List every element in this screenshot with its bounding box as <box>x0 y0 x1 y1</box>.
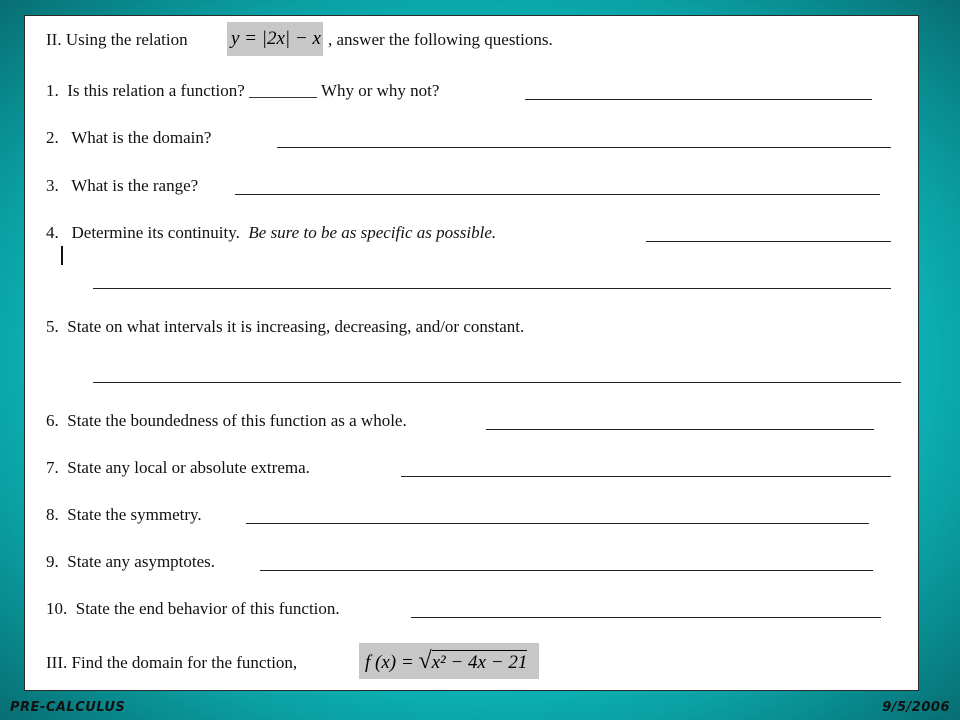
answer-blank-3[interactable] <box>235 194 880 195</box>
question-7: 7. State any local or absolute extrema. <box>46 458 310 477</box>
question-3: 3. What is the range? <box>46 176 199 195</box>
answer-blank-4a[interactable] <box>646 241 891 242</box>
question-4: 4. Determine its continuity. Be sure to be as specific as possible. <box>46 223 497 242</box>
question-2: 2. What is the domain? <box>46 128 212 147</box>
section2-intro-pre: II. Using the relation <box>46 30 188 49</box>
radical-sign: √ <box>418 648 432 674</box>
footer-course: PRE-CALCULUS <box>10 700 126 715</box>
question-5: 5. State on what intervals it is increasing, decreasing, and/or constant. <box>46 317 525 336</box>
answer-blank-5[interactable] <box>93 382 901 383</box>
answer-blank-2[interactable] <box>277 147 891 148</box>
answer-blank-7[interactable] <box>401 476 891 477</box>
question-10: 10. State the end behavior of this function. <box>46 599 340 618</box>
question-9: 9. State any asymptotes. <box>46 552 216 571</box>
answer-blank-8[interactable] <box>246 523 869 524</box>
question-1: 1. Is this relation a function? ________ Why or why not? <box>46 81 440 100</box>
domain-function-equation: f (x) = √x² − 4x − 21 <box>359 643 539 679</box>
question-6: 6. State the boundedness of this function as a whole. <box>46 411 407 430</box>
answer-blank-9[interactable] <box>260 570 873 571</box>
footer-date: 9/5/2006 <box>882 700 950 715</box>
relation-equation: y = |2x| − x <box>227 22 323 56</box>
section2-intro <box>46 29 188 51</box>
answer-blank-6[interactable] <box>486 429 874 430</box>
continuity-note: Be sure to be as specific as possible. <box>248 223 497 242</box>
text-cursor-icon <box>61 246 63 265</box>
section2-intro-post: , answer the following questions. <box>328 30 553 49</box>
answer-blank-10[interactable] <box>411 617 881 618</box>
section3-intro: III. Find the domain for the function, <box>46 653 298 672</box>
radicand: x² − 4x − 21 <box>431 652 528 673</box>
worksheet <box>24 15 919 691</box>
answer-blank-4b[interactable] <box>93 288 891 289</box>
answer-blank-1[interactable] <box>525 99 872 100</box>
question-8: 8. State the symmetry. <box>46 505 202 524</box>
